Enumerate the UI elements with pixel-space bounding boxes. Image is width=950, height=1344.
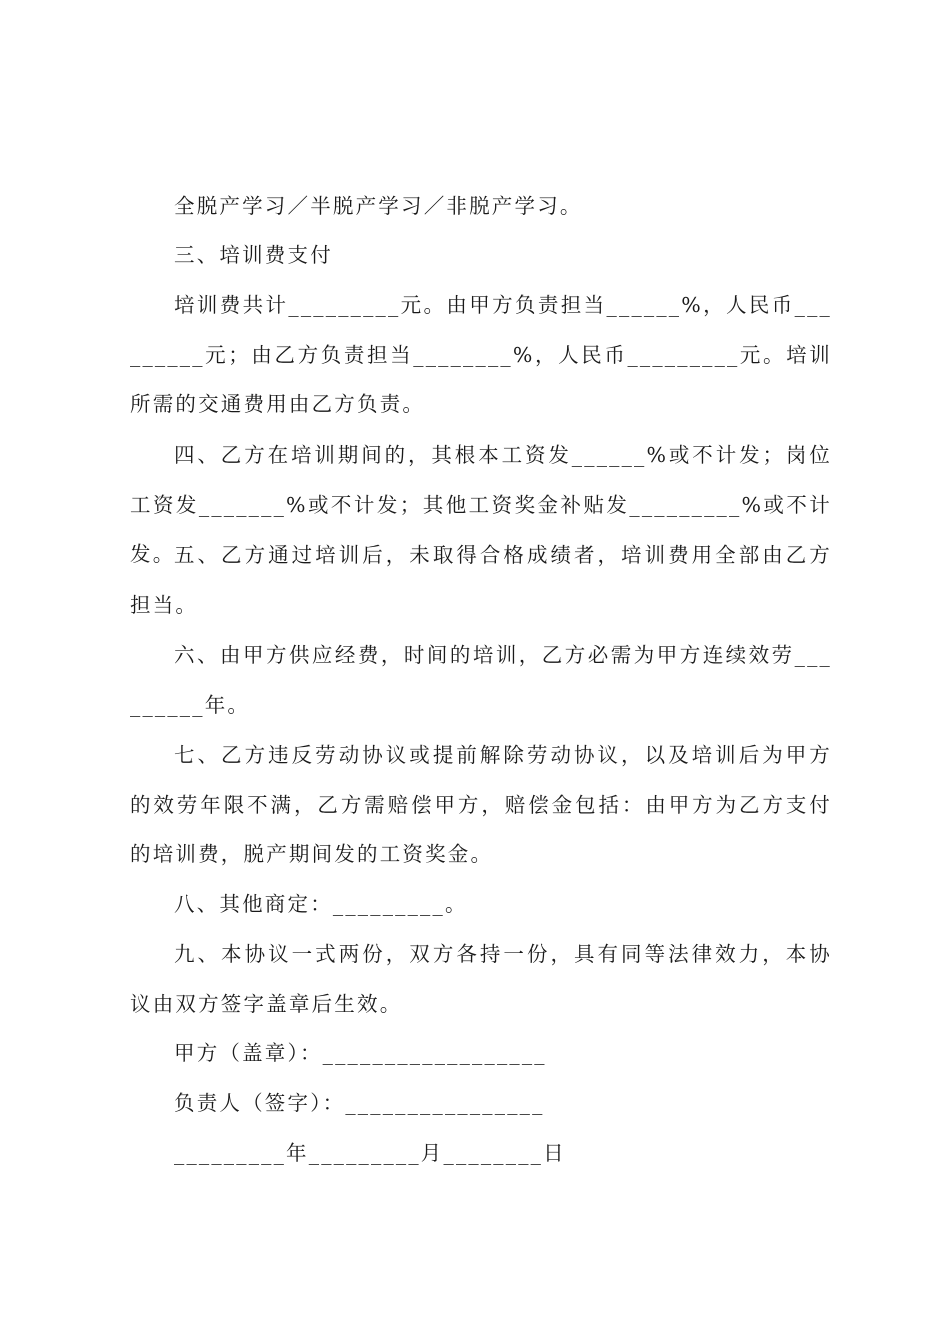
section-eight-paragraph: 八、其他商定：_________。 <box>174 892 468 916</box>
section-four-paragraph: 四、乙方在培训期间的，其根本工资发______%或不计发；岗位工资发_______%或不计发；其他工资奖金补贴发_________%或不计发。 <box>130 443 832 566</box>
section-three-heading: 三、培训费支付 <box>174 243 333 267</box>
section-five-paragraph: 五、乙方通过培训后，未取得合格成绩者，培训费用全部由乙方担当。 <box>130 543 832 617</box>
section-nine-paragraph: 九、本协议一式两份，双方各持一份，具有同等法律效力，本协议由双方签字盖章后生效。 <box>130 942 832 1016</box>
section-seven-paragraph: 七、乙方违反劳动协议或提前解除劳动协议，以及培训后为甲方的效劳年限不满，乙方需赔偿甲方，赔偿金包括：由甲方为乙方支付的培训费，脱产期间发的工资奖金。 <box>130 743 832 866</box>
study-mode-line: 全脱产学习／半脱产学习／非脱产学习。 <box>174 194 583 218</box>
responsible-signature-line: 负责人（签字）：________________ <box>174 1091 545 1115</box>
party-a-seal-line: 甲方（盖章）：__________________ <box>174 1041 547 1065</box>
date-line: _________年_________月________日 <box>174 1141 566 1165</box>
section-six-paragraph: 六、由甲方供应经费，时间的培训，乙方必需为甲方连续效劳_________年。 <box>130 643 832 717</box>
training-fee-paragraph: 培训费共计_________元。由甲方负责担当______%，人民币_________元；由乙方负责担当________%，人民币_________元。培训所需的交通费用由乙方负责。 <box>130 293 832 416</box>
